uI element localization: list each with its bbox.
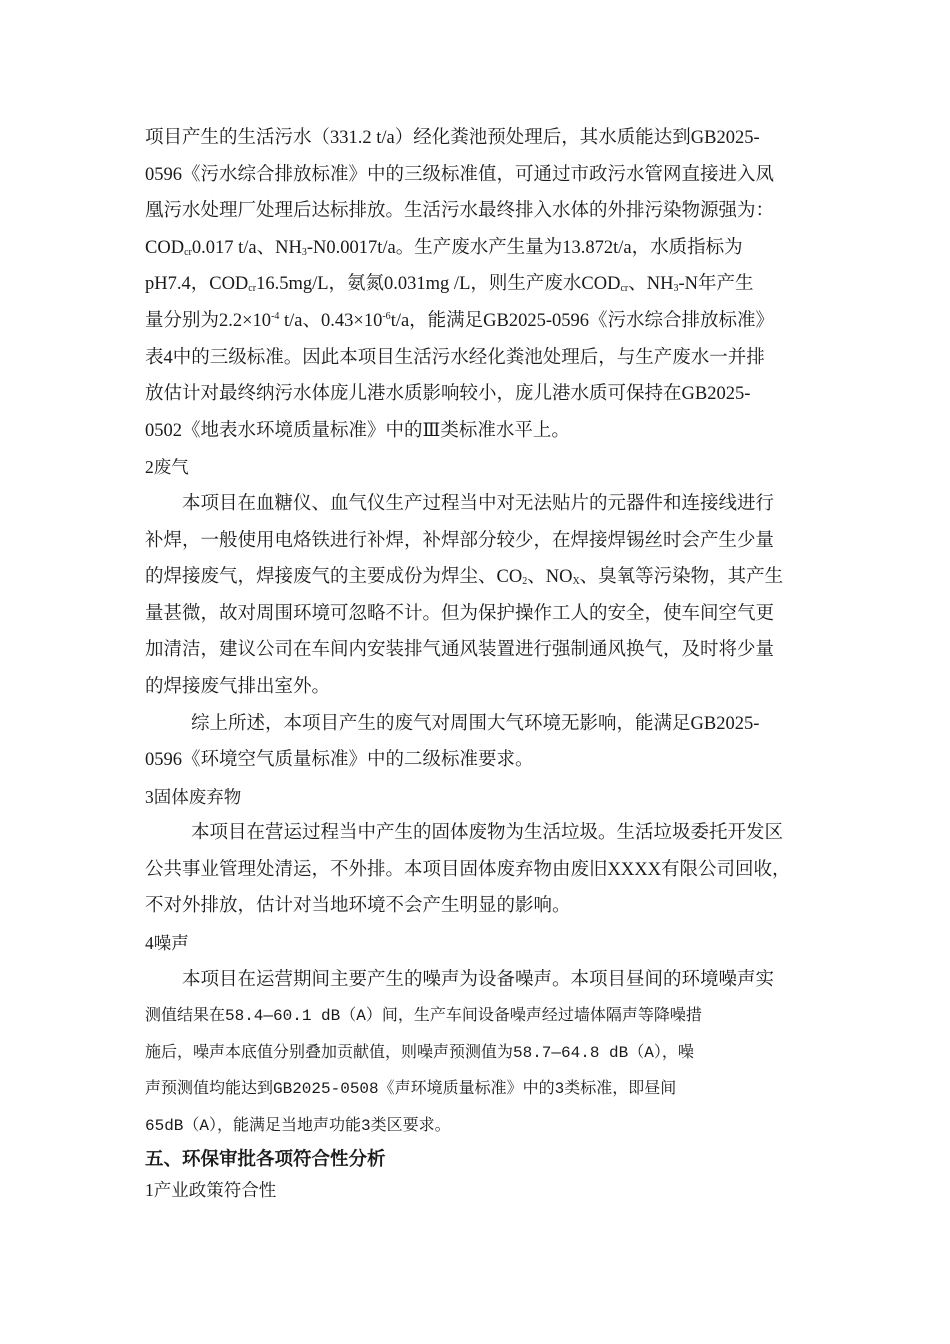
document-body bbox=[145, 120, 809, 1205]
noise-section bbox=[145, 925, 809, 1145]
text: 0596《污水综合排放标准》中的三级标准值，可通过市政污水管网直接进入凤 bbox=[145, 164, 775, 185]
superscript: -6 bbox=[382, 310, 391, 322]
text bbox=[145, 230, 743, 267]
text: 不对外排放，估计对当地环境不会产生明显的影响。 bbox=[145, 896, 571, 917]
water-line-5 bbox=[145, 266, 809, 303]
text-run: 、臭氧等污染物，其产生 bbox=[579, 567, 784, 588]
text: 补焊，一般使用电烙铁进行补焊，补焊部分较少，在焊接焊锡丝时会产生少量 bbox=[145, 530, 775, 551]
solid-line-2 bbox=[145, 852, 809, 889]
text-run: COD bbox=[145, 237, 185, 258]
text: 综上所述，本项目产生的废气对周围大气环境无影响，能满足GB2025- bbox=[191, 713, 760, 734]
water-section bbox=[145, 120, 809, 449]
subsection-heading: 1产业政策符合性 bbox=[145, 1179, 277, 1200]
text-run: 16.5mg/L，氨氮0.031mg /L，则生产废水COD bbox=[256, 274, 621, 295]
air-line-1 bbox=[145, 486, 809, 523]
text-run: pH7.4，COD bbox=[145, 274, 249, 295]
compliance-section bbox=[145, 1145, 809, 1205]
text: 本项目在营运过程当中产生的固体废物为生活垃圾。生活垃圾委托开发区 bbox=[191, 823, 784, 844]
text: 项目产生的生活污水（331.2 t/a）经化粪池预处理后，其水质能达到GB2025- bbox=[145, 128, 760, 148]
text-run: -N年产生 bbox=[678, 274, 754, 295]
text: 量甚微，故对周围环境可忽略不计。但为保护操作工人的安全，使车间空气更 bbox=[145, 603, 775, 624]
water-line-8 bbox=[145, 376, 809, 413]
text-run: -N0.0017t/a。生产废水产生量为13.872t/a，水质指标为 bbox=[306, 237, 743, 258]
text-run: 、NH bbox=[628, 274, 674, 295]
text: 本项目在运营期间主要产生的噪声为设备噪声。本项目昼间的环境噪声实 bbox=[182, 969, 775, 990]
water-line-1 bbox=[145, 120, 809, 157]
subscript: 2 bbox=[522, 576, 528, 588]
solid-waste-section bbox=[145, 779, 809, 925]
section-title: 五、环保审批各项符合性分析 bbox=[145, 1148, 386, 1170]
text-run: 的焊接废气，焊接废气的主要成份为焊尘、CO bbox=[145, 567, 523, 588]
text: 凰污水处理厂处理后达标排放。生活污水最终排入水体的外排污染物源强为： bbox=[145, 201, 775, 222]
section-heading: 4噪声 bbox=[145, 933, 189, 954]
section-heading: 2废气 bbox=[145, 457, 189, 478]
subscript: cr bbox=[620, 283, 629, 295]
text-run: t/a、0.43×10 bbox=[279, 310, 383, 331]
text: 的焊接废气排出室外。 bbox=[145, 676, 331, 697]
solid-line-3 bbox=[145, 888, 809, 925]
air-line-8 bbox=[145, 742, 809, 779]
air-line-4 bbox=[145, 596, 809, 633]
text: 声预测值均能达到GB2025-0508《声环境质量标准》中的3类标准，即昼间 bbox=[145, 1080, 677, 1099]
air-line-5 bbox=[145, 632, 809, 669]
water-line-3 bbox=[145, 193, 809, 230]
text: 0502《地表水环境质量标准》中的Ⅲ类标准水平上。 bbox=[145, 420, 570, 441]
text: 放估计对最终纳污水体庞儿港水质影响较小，庞儿港水质可保持在GB2025- bbox=[145, 384, 751, 405]
solid-line-1 bbox=[145, 815, 809, 852]
water-line-6 bbox=[145, 303, 809, 340]
section-heading: 3固体废弃物 bbox=[145, 786, 242, 807]
text: 测值结果在58.4—60.1 dB（A）间，生产车间设备噪声经过墙体隔声等降噪措 bbox=[145, 1007, 702, 1026]
subscript: cr bbox=[248, 283, 257, 295]
noise-line-4 bbox=[145, 1071, 809, 1108]
text: 本项目在血糖仪、血气仪生产过程当中对无法贴片的元器件和连接线进行 bbox=[182, 493, 775, 514]
text: 表4中的三级标准。因此本项目生活污水经化粪池处理后，与生产废水一并排 bbox=[145, 347, 765, 368]
text: 0596《环境空气质量标准》中的二级标准要求。 bbox=[145, 750, 534, 771]
text: 施后，噪声本底值分别叠加贡献值，则噪声预测值为58.7—64.8 dB（A），噪 bbox=[145, 1043, 694, 1062]
subscript: X bbox=[572, 576, 580, 588]
text bbox=[145, 559, 783, 596]
air-line-3 bbox=[145, 559, 809, 596]
text: 公共事业管理处清运，不外排。本项目固体废弃物由废旧XXXX有限公司回收， bbox=[145, 859, 791, 880]
text: 65dB（A），能满足当地声功能3类区要求。 bbox=[145, 1117, 451, 1136]
noise-line-5 bbox=[145, 1108, 809, 1145]
air-line-2 bbox=[145, 523, 809, 560]
noise-line-1 bbox=[145, 962, 809, 999]
water-line-7 bbox=[145, 340, 809, 377]
air-line-7 bbox=[145, 706, 809, 743]
text-run: 0.017 t/a、NH bbox=[191, 237, 302, 258]
air-section bbox=[145, 449, 809, 778]
air-line-6 bbox=[145, 669, 809, 706]
noise-line-2 bbox=[145, 998, 809, 1035]
water-line-2 bbox=[145, 157, 809, 194]
subscript: 3 bbox=[673, 283, 679, 295]
text-run: 、NO bbox=[527, 567, 573, 588]
text-run: t/a，能满足GB2025-0596《污水综合排放标准》 bbox=[390, 310, 775, 331]
text: 加清洁，建议公司在车间内安装排气通风装置进行强制通风换气，及时将少量 bbox=[145, 640, 775, 661]
text-run: 量分别为2.2×10 bbox=[145, 310, 272, 331]
subscript: cr bbox=[184, 246, 192, 258]
water-line-4 bbox=[145, 230, 809, 267]
text bbox=[145, 303, 774, 340]
superscript: -4 bbox=[271, 310, 280, 322]
subscript: 3 bbox=[301, 246, 307, 258]
text bbox=[145, 266, 753, 303]
noise-line-3 bbox=[145, 1035, 809, 1072]
water-line-9 bbox=[145, 413, 809, 450]
